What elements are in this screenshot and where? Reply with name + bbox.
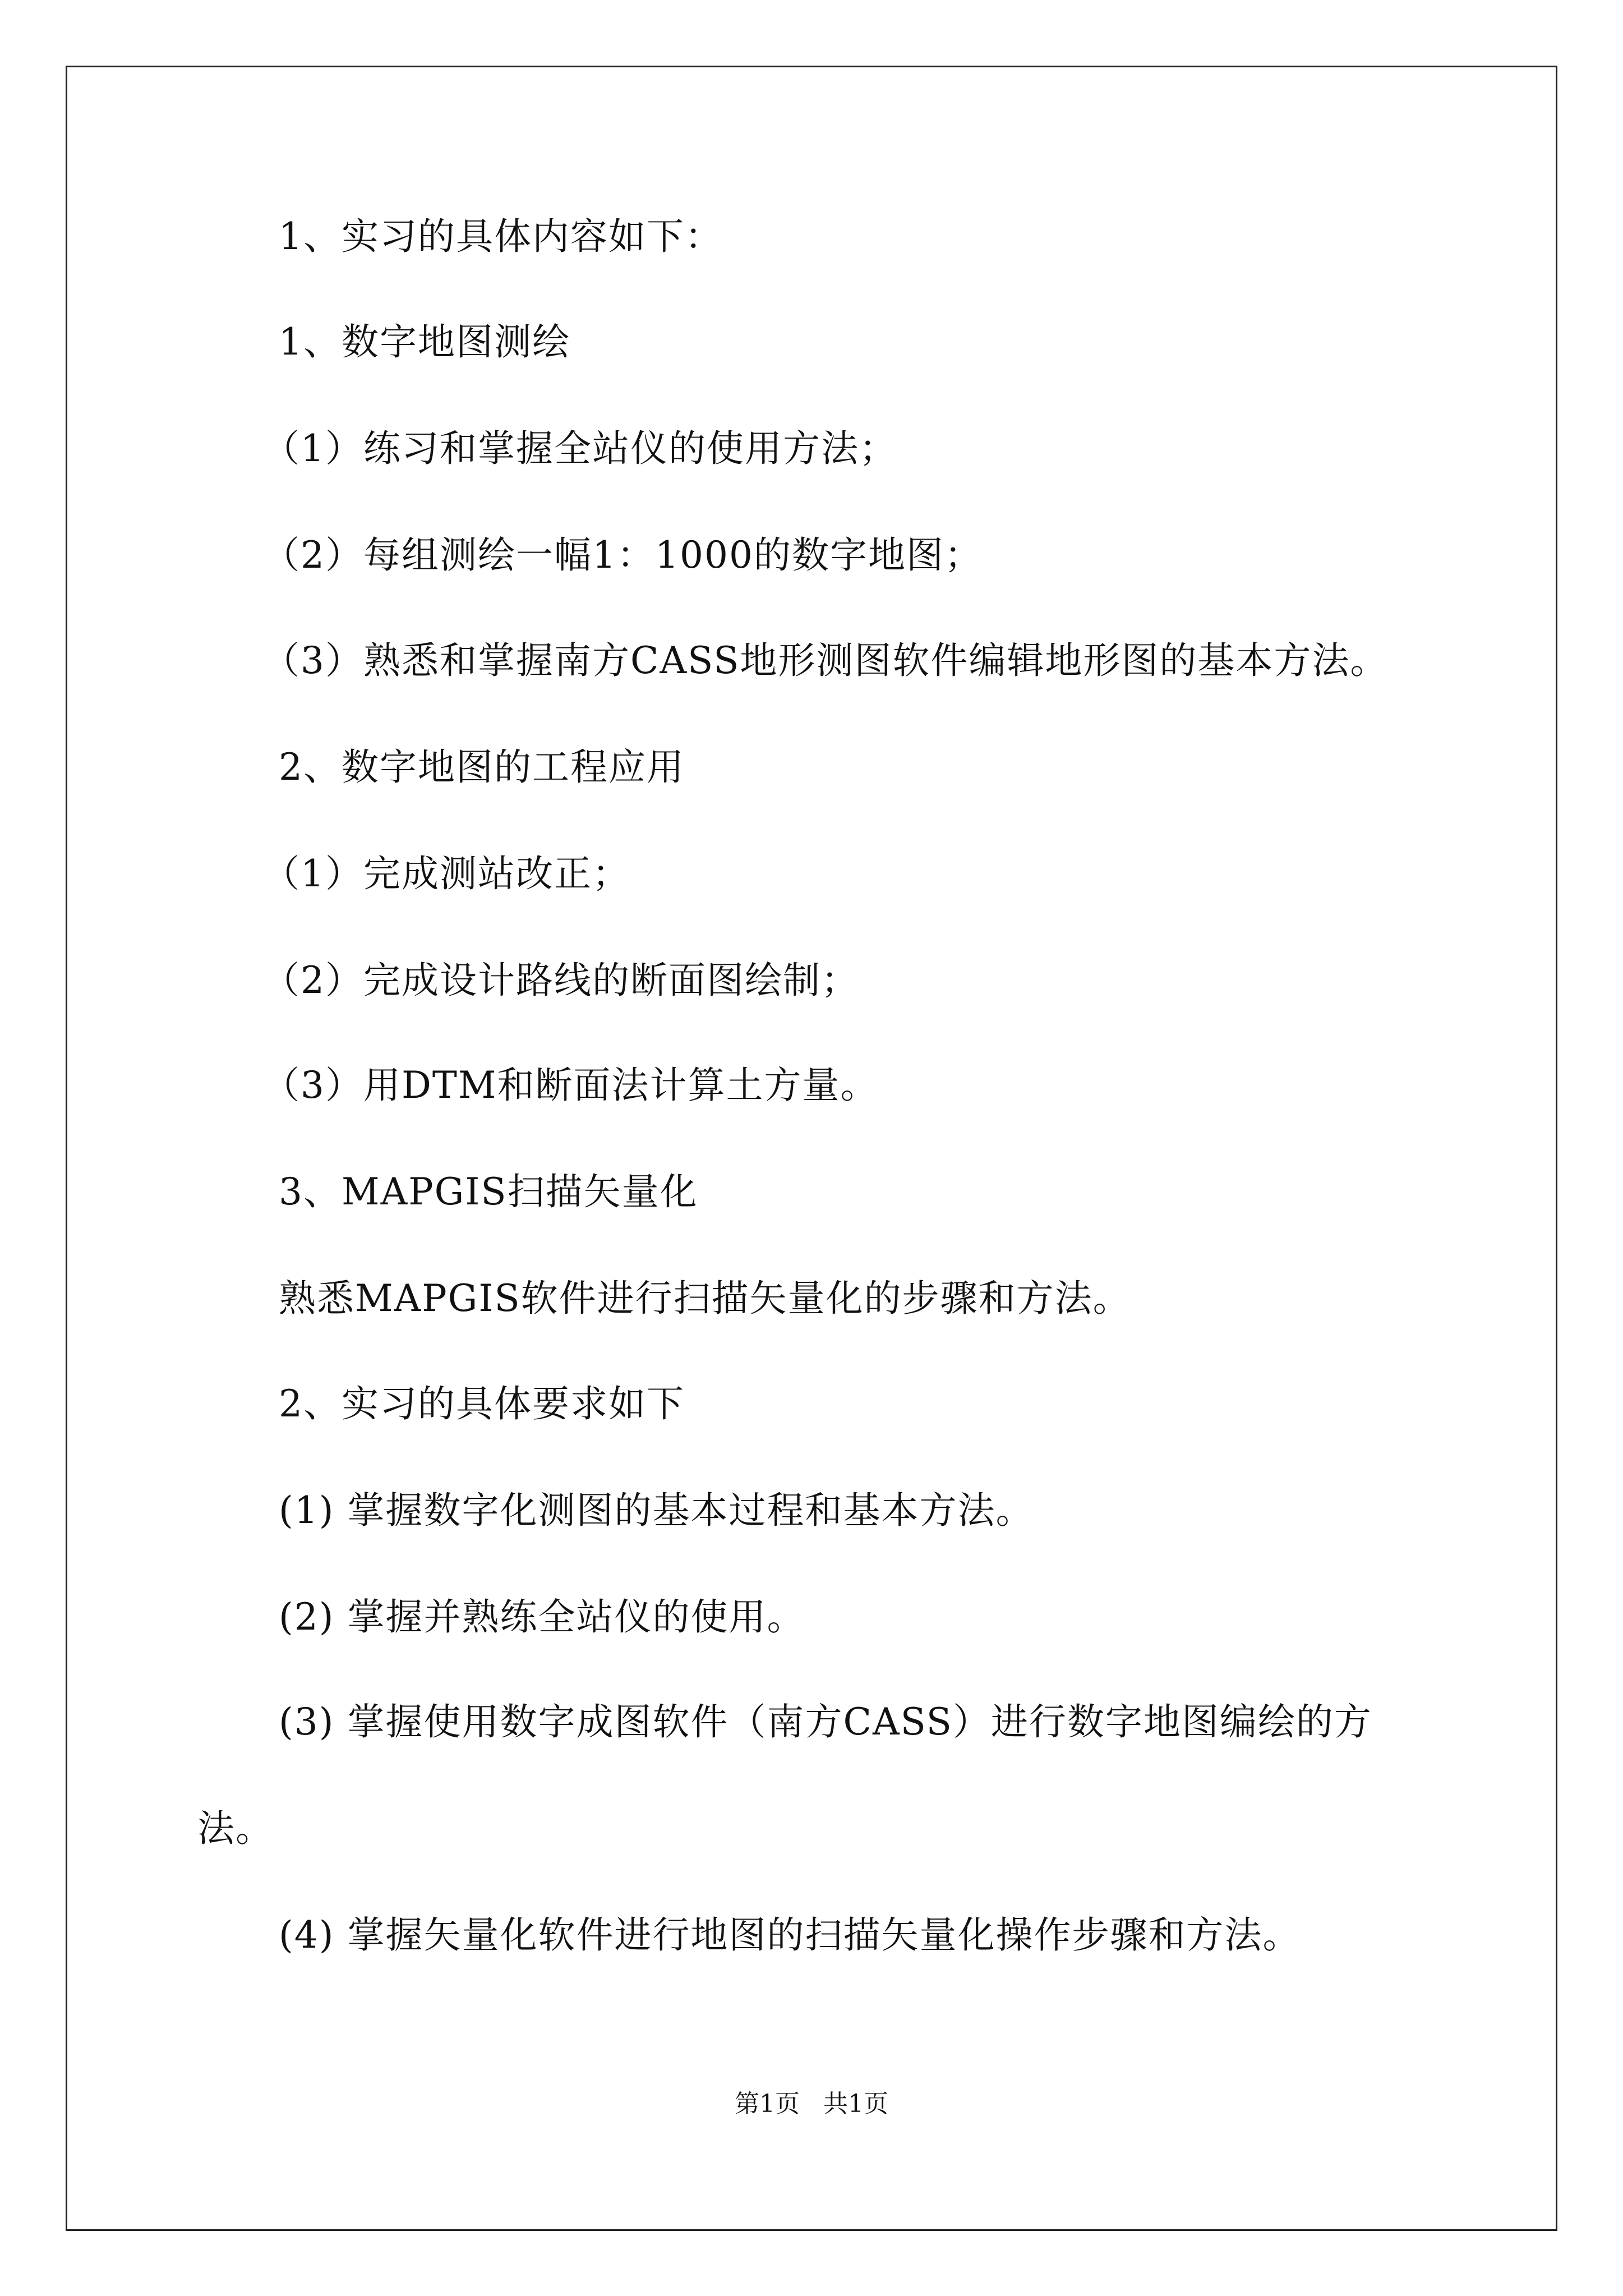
list-item: (2) 掌握并熟练全站仪的使用。: [279, 1595, 805, 1639]
section-heading: 1、实习的具体内容如下：: [279, 215, 723, 258]
list-item: （3）熟悉和掌握南方CASS地形测图软件编辑地形图的基本方法。: [262, 639, 1389, 682]
subsection-heading: 1、数字地图测绘: [279, 320, 570, 364]
list-item: (4) 掌握矢量化软件进行地图的扫描矢量化操作步骤和方法。: [279, 1913, 1301, 1957]
list-item-continuation: 法。: [197, 1807, 274, 1850]
list-item: (1) 掌握数字化测图的基本过程和基本方法。: [279, 1489, 1034, 1532]
section-heading: 2、实习的具体要求如下: [279, 1382, 685, 1425]
list-item: （1）练习和掌握全站仪的使用方法；: [262, 427, 897, 470]
list-item: (3) 掌握使用数字成图软件（南方CASS）进行数字地图编绘的方: [279, 1700, 1372, 1743]
page-border: [66, 66, 1557, 2231]
list-item: （2）完成设计路线的断面图绘制；: [262, 959, 859, 1002]
subsection-heading: 3、MAPGIS扫描矢量化: [279, 1170, 698, 1213]
page-number: 第1页 共1页: [735, 2090, 888, 2118]
paragraph: 熟悉MAPGIS软件进行扫描矢量化的步骤和方法。: [279, 1277, 1131, 1320]
list-item: （3）用DTM和断面法计算土方量。: [262, 1064, 879, 1107]
list-item: （1）完成测站改正；: [262, 852, 630, 895]
subsection-heading: 2、数字地图的工程应用: [279, 746, 685, 789]
list-item: （2）每组测绘一幅1：1000的数字地图；: [262, 533, 983, 577]
